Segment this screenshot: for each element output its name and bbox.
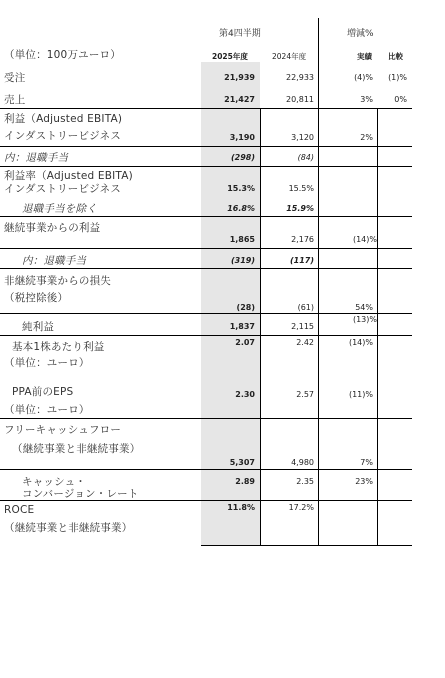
row-label-eps: 基本1株あたり利益	[12, 341, 105, 353]
row-label-eps-ppa: PPA前のEPS	[12, 386, 74, 398]
row-divider	[0, 166, 412, 167]
change-header: 増減%	[347, 29, 374, 39]
orders-comparable: (1)%	[388, 73, 407, 82]
net-income-actual: (13)%	[352, 315, 377, 324]
cont-income-actual: (14)%	[352, 235, 377, 244]
revenue-2025: 21,427	[224, 95, 255, 104]
margin-excl-2024: 15.9%	[286, 204, 314, 213]
fcf-2024: 4,980	[291, 458, 314, 467]
divider-change-mid	[377, 108, 378, 546]
row-label-margin: 利益率（Adjusted EBITA)	[4, 170, 133, 182]
cont-severance-2024: (117)	[289, 256, 314, 265]
row-label-orders: 受注	[4, 72, 26, 84]
net-income-2024: 2,115	[291, 322, 314, 331]
orders-2024: 22,933	[286, 73, 314, 82]
margin-2024: 15.5%	[288, 184, 314, 193]
eps-2025: 2.07	[235, 338, 255, 347]
row-label-cont-income: 継続事業からの利益	[4, 222, 101, 234]
row-sublabel-fcf: （継続事業と非継続事業）	[12, 443, 141, 455]
row-label-disc-loss: 非継続事業からの損失	[4, 275, 111, 287]
col-header-2025: 2025年度	[212, 52, 248, 61]
ccr-2025: 2.89	[235, 477, 255, 486]
row-divider	[0, 248, 412, 249]
row-divider	[0, 268, 412, 269]
disc-loss-2024: (61)	[297, 303, 314, 312]
row-divider	[0, 146, 412, 147]
row-label-ccr: キャッシュ・	[22, 476, 86, 488]
eps-ppa-2024: 2.57	[296, 390, 314, 399]
unit-label: （単位：100万ユーロ）	[4, 49, 121, 61]
revenue-actual: 3%	[360, 95, 373, 104]
eps-2024: 2.42	[296, 338, 314, 347]
col-header-2024: 2024年度	[272, 52, 307, 61]
row-label-roce: ROCE	[4, 504, 35, 516]
orders-2025: 21,939	[224, 73, 255, 82]
row-label-cont-severance: 内：退職手当	[22, 255, 87, 267]
roce-2025: 11.8%	[227, 503, 255, 512]
ccr-actual: 23%	[355, 477, 373, 486]
severance-2024: (84)	[297, 153, 314, 162]
row-divider	[0, 216, 412, 217]
row-sublabel-ccr: コンバージョン・レート	[22, 488, 139, 500]
row-label-severance: 内：退職手当	[4, 152, 69, 164]
row-divider	[0, 108, 412, 109]
disc-loss-actual: 54%	[355, 303, 373, 312]
margin-excl-2025: 16.8%	[227, 204, 255, 213]
row-divider	[0, 469, 412, 470]
margin-2025: 15.3%	[227, 184, 255, 193]
fcf-2025: 5,307	[229, 458, 255, 467]
row-divider	[0, 418, 412, 419]
cont-income-2025: 1,865	[229, 235, 255, 244]
col-header-actual: 実績	[357, 52, 372, 61]
profit-2024: 3,120	[291, 133, 314, 142]
roce-2024: 17.2%	[288, 503, 314, 512]
row-label-net-income: 純利益	[22, 321, 55, 333]
eps-actual: (14)%	[348, 338, 373, 347]
row-label-profit: 利益（Adjusted EBITA)	[4, 113, 123, 125]
col-header-comparable: 比較	[388, 52, 403, 61]
row-sublabel-margin: インダストリービジネス	[4, 183, 121, 195]
fcf-actual: 7%	[360, 458, 373, 467]
row-sublabel-profit: インダストリービジネス	[4, 130, 121, 142]
row-sublabel-roce: （継続事業と非継続事業）	[4, 522, 133, 534]
row-divider	[0, 335, 412, 336]
eps-ppa-2025: 2.30	[235, 390, 255, 399]
ccr-2024: 2.35	[296, 477, 314, 486]
profit-2025: 3,190	[229, 133, 255, 142]
row-divider	[0, 313, 412, 314]
row-sublabel-eps-ppa: （単位：ユーロ）	[4, 404, 90, 416]
row-sublabel-disc-loss: （税控除後）	[4, 292, 69, 304]
revenue-2024: 20,811	[286, 95, 314, 104]
row-label-fcf: フリーキャッシュフロー	[4, 424, 122, 436]
orders-actual: (4)%	[354, 73, 373, 82]
row-divider	[201, 545, 412, 546]
cont-severance-2025: (319)	[230, 256, 255, 265]
row-label-revenue: 売上	[4, 94, 26, 106]
disc-loss-2025: (28)	[236, 303, 255, 312]
severance-2025: (298)	[230, 153, 255, 162]
row-label-margin-excl: 退職手当を除く	[22, 203, 97, 215]
row-sublabel-eps: （単位：ユーロ）	[4, 357, 90, 369]
profit-actual: 2%	[360, 133, 373, 142]
revenue-comparable: 0%	[394, 95, 407, 104]
quarter-header: 第4四半期	[219, 29, 261, 39]
eps-ppa-actual: (11)%	[348, 390, 373, 399]
net-income-2025: 1,837	[229, 322, 255, 331]
cont-income-2024: 2,176	[291, 235, 314, 244]
